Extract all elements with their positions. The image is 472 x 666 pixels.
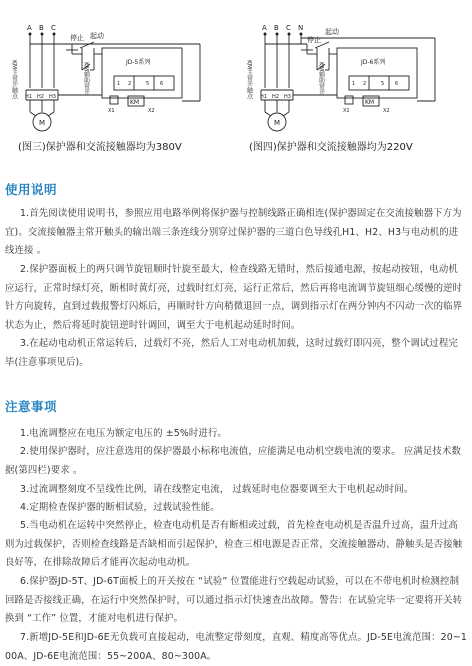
phase-label: N (298, 24, 304, 32)
phase-label: B (39, 24, 44, 32)
usage-section-title: 使用说明 (5, 182, 58, 197)
km-main-label: KM主常开触点 (245, 60, 253, 100)
usage-paragraph-3: 3.在起动电动机正常运转后，过载灯不亮，然后人工对电动机加载，这时过载灯即闪亮，整个调试过程完毕(注意事项见后)。 (5, 338, 458, 368)
h-label: H3 (284, 94, 291, 100)
model-label: JD-6系列 (361, 59, 386, 66)
x1-label: X1 (343, 108, 350, 114)
usage-paragraph-1: 1.首先阅读使用说明书，参照应用电路举例将保护器与控制线路正确相连(保护器固定在交流接触器下方为宜)。交流接触器主常开触头的输出端三条连线分别穿过保护器的三道白色导线孔H1、H2、H3与电动机的进线连接 。 (5, 208, 462, 256)
phase-label: A (27, 24, 32, 32)
phase-label: B (274, 24, 279, 32)
km-coil-label: KM (365, 99, 375, 106)
km-aux-label: KM辅助常开 (82, 62, 90, 96)
phase-label: C (286, 24, 291, 32)
x1-label: X1 (108, 108, 115, 114)
motor-label: M (39, 119, 46, 127)
notes-paragraph-2: 2.使用保护器时，应注意选用的保护器最小标称电流值，应能满足电动机空载电流的要求。 应满足技术数据(第四栏)要求 。 (5, 446, 462, 476)
notes-paragraph-1: 1.电流调整应在电压为额定电压的 ±5%时进行。 (20, 428, 228, 439)
stop-label: 停止 (70, 34, 84, 42)
h-label: H3 (49, 94, 56, 100)
notes-paragraph-7: 7.新增JD-5E和JD-6E无负载可直接起动，电流整定带刻度，直观、精度高等优点。JD-5E电流范围：20~100A、JD-6E电流范围：55~200A、80~300A。 (5, 632, 467, 662)
start-label: 起动 (90, 32, 104, 40)
h-label: H2 (37, 94, 44, 100)
diagram-caption-380v: (图三)保护器和交流接触器均为380V (18, 142, 182, 153)
notes-paragraph-4: 4.定期检查保护器的断相试验，过载试验性能。 (20, 502, 220, 513)
diagram-caption-220v: (图四)保护器和交流接触器均为220V (249, 142, 413, 153)
motor-label: M (274, 119, 281, 127)
km-main-label: KM主常开触点 (10, 60, 18, 100)
h-label: H2 (272, 94, 279, 100)
h-label: H1 (260, 94, 267, 100)
h-label: H1 (25, 94, 32, 100)
terminal-label: 1 (352, 81, 356, 87)
terminal-label: 6 (395, 81, 399, 87)
phase-label: A (262, 24, 267, 32)
x2-label: X2 (148, 108, 155, 114)
start-label: 起动 (325, 28, 339, 36)
terminal-label: 2 (128, 81, 132, 87)
terminal-label: 5 (146, 81, 150, 87)
km-coil-label: KM (130, 99, 140, 106)
terminal-label: 6 (160, 81, 164, 87)
wiring-diagram-380v (10, 20, 225, 135)
usage-paragraph-2: 2.保护器面板上的两只调节旋钮顺时针旋至最大，检查线路无错时，然后接通电源，按起动按钮，电动机应运行，正常时绿灯亮，断相时黄灯亮，过载时红灯亮，运行正常后，然后再将电流调节旋钮细心缓慢的逆时针方向旋转，直到过载报警灯闪烁后，再顺时针方向稍微退回一点，调到指示灯在两分钟内不闪动一次的临界状态为止，然后将延时旋钮逆时针调回，调至大于电机起动延时时间。 (5, 264, 463, 331)
wiring-diagram-220v (245, 20, 460, 135)
model-label: JD-5系列 (126, 59, 151, 66)
notes-paragraph-6: 6.保护器JD-5T、JD-6T面板上的开关按在 “试验” 位置能进行空载起动试验，可以在不带电机时检测控制回路是否接线正确，在运行中突然保护时，可以通过指示灯快速查出故障。警告：在试验完毕一定要将开关转换到 “工作” 位置，才能对电机进行保护。 (5, 576, 463, 624)
stop-label: 停止 (307, 36, 321, 44)
terminal-label: 1 (117, 81, 121, 87)
notes-paragraph-3: 3.过流调整刻度不呈线性比例，请在线整定电流， 过载延时电位器要调至大于电机起动时间。 (20, 484, 414, 495)
notes-section-title: 注意事项 (5, 399, 58, 414)
km-aux-label: KM辅助常开 (317, 62, 325, 96)
x2-label: X2 (383, 108, 390, 114)
phase-label: C (51, 24, 56, 32)
notes-paragraph-5: 5.当电动机在运转中突然停止，检查电动机是否有断相或过载，首先检查电动机是否温升过高，温升过高则为过载保护，否则检查线路是否缺相而引起保护，检查三相电源是否正常，交流接触器动、静触头是否接触良好等，在排除故障后才能再次起动电动机。 (5, 520, 463, 568)
terminal-label: 2 (363, 81, 367, 87)
terminal-label: 5 (381, 81, 385, 87)
